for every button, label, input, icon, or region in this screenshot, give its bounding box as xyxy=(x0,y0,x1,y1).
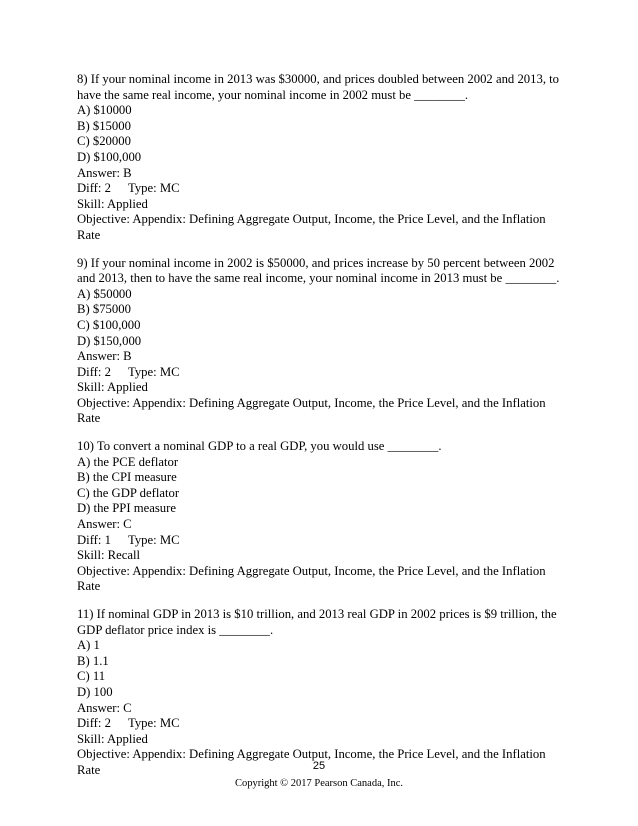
difficulty: Diff: 2 xyxy=(77,716,111,731)
question-stem-line: 9) If your nominal income in 2002 is $50000, and prices increase by 50 percent between 2002 xyxy=(77,255,555,270)
answer-option-a: A) the PCE deflator xyxy=(77,454,179,469)
question-stem-line: 8) If your nominal income in 2013 was $30000, and prices doubled between 2002 and 2013, to xyxy=(77,72,560,86)
skill: Skill: Applied xyxy=(77,731,148,746)
difficulty-type-line xyxy=(77,716,567,732)
question-stem-line: GDP deflator price index is ________. xyxy=(77,622,274,637)
answer-option-d: D) the PPI measure xyxy=(77,501,177,516)
question-11 xyxy=(77,607,567,779)
difficulty-type-line xyxy=(77,365,567,381)
question-stem-line: 10) To convert a nominal GDP to a real GDP, you would use ________. xyxy=(77,439,442,454)
answer-option-a: A) $10000 xyxy=(77,103,132,118)
objective: Objective: Appendix: Defining Aggregate Output, Income, the Price Level, and the Inflation Rate xyxy=(77,395,546,426)
answer-option-b: B) $15000 xyxy=(77,118,131,133)
answer-option-c: C) $20000 xyxy=(77,134,131,149)
skill: Skill: Recall xyxy=(77,548,141,563)
difficulty: Diff: 2 xyxy=(77,181,111,196)
question-type: Type: MC xyxy=(127,716,180,731)
objective: Objective: Appendix: Defining Aggregate Output, Income, the Price Level, and the Inflation Rate xyxy=(77,212,546,242)
answer-option-b: B) $75000 xyxy=(77,302,131,317)
objective: Objective: Appendix: Defining Aggregate Output, Income, the Price Level, and the Inflation Rate xyxy=(77,747,546,777)
question-type: Type: MC xyxy=(127,532,180,547)
answer-option-c: C) the GDP deflator xyxy=(77,485,180,500)
question-10 xyxy=(77,439,567,595)
question-list xyxy=(77,72,567,791)
answer-option-c: C) 11 xyxy=(77,669,106,684)
page-number: 25 xyxy=(312,760,326,772)
answer-key: Answer: B xyxy=(77,165,132,180)
answer-key: Answer: C xyxy=(77,517,132,532)
question-type: Type: MC xyxy=(127,181,180,196)
answer-option-d: D) $100,000 xyxy=(77,149,142,164)
answer-option-a: A) $50000 xyxy=(77,286,132,301)
answer-option-d: D) 100 xyxy=(77,684,113,699)
question-stem-line: and 2013, then to have the same real income, your nominal income in 2013 must be ________. xyxy=(77,271,560,286)
answer-key: Answer: C xyxy=(77,700,132,715)
answer-key: Answer: B xyxy=(77,349,132,364)
question-type: Type: MC xyxy=(127,364,180,379)
question-stem-line: 11) If nominal GDP in 2013 is $10 trillion, and 2013 real GDP in 2002 prices is $9 trillion, the xyxy=(77,607,557,621)
difficulty-type-line xyxy=(77,533,567,549)
difficulty: Diff: 2 xyxy=(77,364,111,379)
difficulty-type-line xyxy=(77,181,567,197)
answer-option-b: B) the CPI measure xyxy=(77,470,177,485)
difficulty: Diff: 1 xyxy=(77,532,111,547)
question-9 xyxy=(77,256,567,428)
copyright-notice: Copyright © 2017 Pearson Canada, Inc. xyxy=(234,778,404,789)
answer-option-d: D) $150,000 xyxy=(77,333,142,348)
answer-option-c: C) $100,000 xyxy=(77,317,141,332)
question-8 xyxy=(77,72,567,244)
answer-option-b: B) 1.1 xyxy=(77,653,109,668)
answer-option-a: A) 1 xyxy=(77,638,100,653)
skill: Skill: Applied xyxy=(77,380,148,395)
objective: Objective: Appendix: Defining Aggregate Output, Income, the Price Level, and the Inflation Rate xyxy=(77,563,546,594)
skill: Skill: Applied xyxy=(77,196,148,211)
question-stem-line: have the same real income, your nominal income in 2002 must be ________. xyxy=(77,87,469,102)
